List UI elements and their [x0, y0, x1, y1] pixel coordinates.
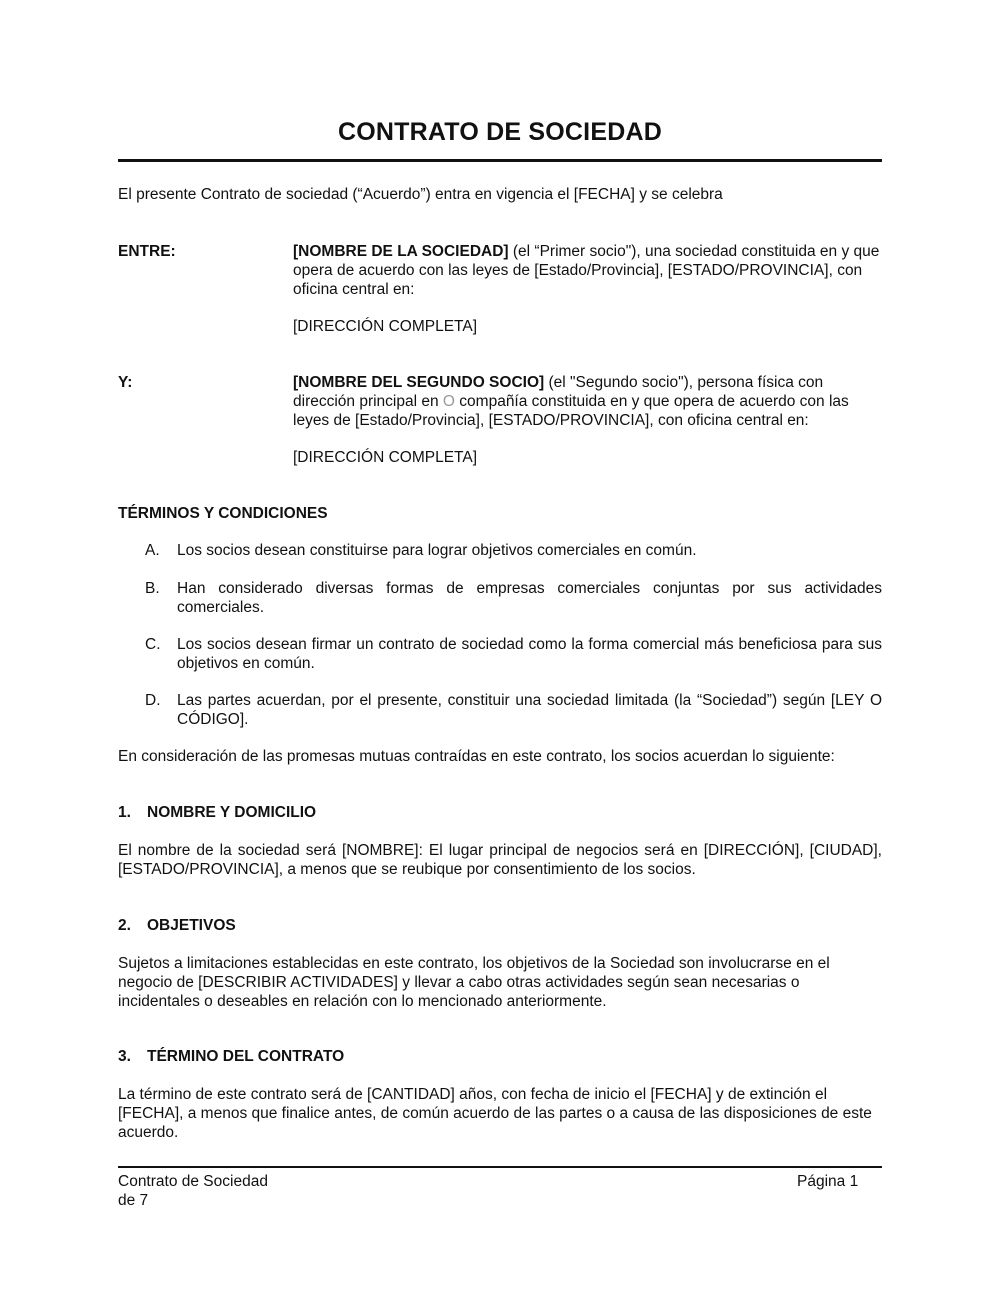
party-1-name: [NOMBRE DE LA SOCIEDAD] — [293, 243, 509, 260]
section-title: NOMBRE Y DOMICILIO — [147, 804, 317, 821]
section-heading-3 — [118, 1047, 344, 1066]
document-title: CONTRATO DE SOCIEDAD — [338, 118, 662, 146]
title-divider — [118, 159, 882, 162]
recital-text: Las partes acuerdan, por el presente, constituir una sociedad limitada (la “Sociedad”) según [LEY O CÓDIGO]. — [177, 692, 882, 728]
footer-divider — [118, 1166, 882, 1168]
section-title: TÉRMINO DEL CONTRATO — [147, 1048, 345, 1065]
section-title: OBJETIVOS — [147, 917, 236, 934]
party-2-address: [DIRECCIÓN COMPLETA] — [293, 449, 478, 466]
party-1-label: ENTRE: — [118, 243, 176, 260]
footer-document-name — [118, 1172, 318, 1210]
recital-item — [145, 541, 882, 560]
consideration-paragraph: En consideración de las promesas mutuas contraídas en este contrato, los socios acuerdan lo siguiente: — [118, 748, 835, 765]
party-1-text: (el “Primer socio"), una sociedad constituida en y que opera de acuerdo con las leyes de [Estado/Provincia], [ESTADO/PROVINCIA], con oficina central en: — [293, 243, 880, 298]
section-body-3: La término de este contrato será de [CANTIDAD] años, con fecha de inicio el [FECHA] y de extinción el [FECHA], a menos que finalice antes, de común acuerdo de las partes o a causa de las disposiciones de este acuerdo. — [118, 1086, 872, 1141]
party-1-description — [293, 242, 883, 299]
party-2-name: [NOMBRE DEL SEGUNDO SOCIO] — [293, 374, 545, 391]
recital-item — [145, 635, 882, 673]
footer-page-number: Página 1 — [797, 1173, 859, 1190]
recital-text: Los socios desean firmar un contrato de sociedad como la forma comercial más beneficiosa para sus objetivos en común. — [177, 636, 882, 672]
section-number: 1. — [118, 804, 131, 821]
party-2-text-b: compañía constituida en y que opera de acuerdo con las leyes de [Estado/Provincia], [ESTADO/PROVINCIA], con oficina central en: — [293, 393, 849, 429]
footer-doc-name: Contrato de Sociedad — [118, 1173, 268, 1190]
recital-letter: C. — [145, 636, 161, 653]
recital-item — [145, 579, 882, 617]
party-1-address: [DIRECCIÓN COMPLETA] — [293, 318, 478, 335]
recital-item — [145, 691, 882, 729]
section-number: 3. — [118, 1048, 131, 1065]
section-number: 2. — [118, 917, 131, 934]
terms-heading: TÉRMINOS Y CONDICIONES — [118, 505, 328, 522]
footer-page-total: de 7 — [118, 1192, 149, 1209]
recital-letter: B. — [145, 580, 160, 597]
party-2-text-a: (el "Segundo socio"), persona física con dirección principal en — [293, 374, 824, 410]
party-2-option-marker: O — [442, 393, 455, 410]
recital-text: Han considerado diversas formas de empresas comerciales conjuntas por sus actividades comerciales. — [177, 580, 882, 616]
section-heading-2 — [118, 916, 236, 935]
party-2-label: Y: — [118, 374, 133, 391]
recital-letter: D. — [145, 692, 161, 709]
recital-letter: A. — [145, 542, 160, 559]
section-heading-1 — [118, 803, 316, 822]
section-body-2: Sujetos a limitaciones establecidas en este contrato, los objetivos de la Sociedad son involucrarse en el negocio de [DESCRIBIR ACTIVIDADES] y llevar a cabo otras actividades según sean necesarias o incidentales o deseables en relación con lo mencionado anteriormente. — [118, 955, 830, 1010]
recital-text: Los socios desean constituirse para lograr objetivos comerciales en común. — [177, 542, 697, 559]
intro-paragraph: El presente Contrato de sociedad (“Acuerdo”) entra en vigencia el [FECHA] y se celebra — [118, 186, 723, 203]
party-2-description — [293, 373, 883, 430]
section-body-1: El nombre de la sociedad será [NOMBRE]: El lugar principal de negocios será en [DIRECCIÓN], [CIUDAD], [ESTADO/PROVINCIA], a menos que se reubique por consentimiento de los socios. — [118, 842, 882, 878]
